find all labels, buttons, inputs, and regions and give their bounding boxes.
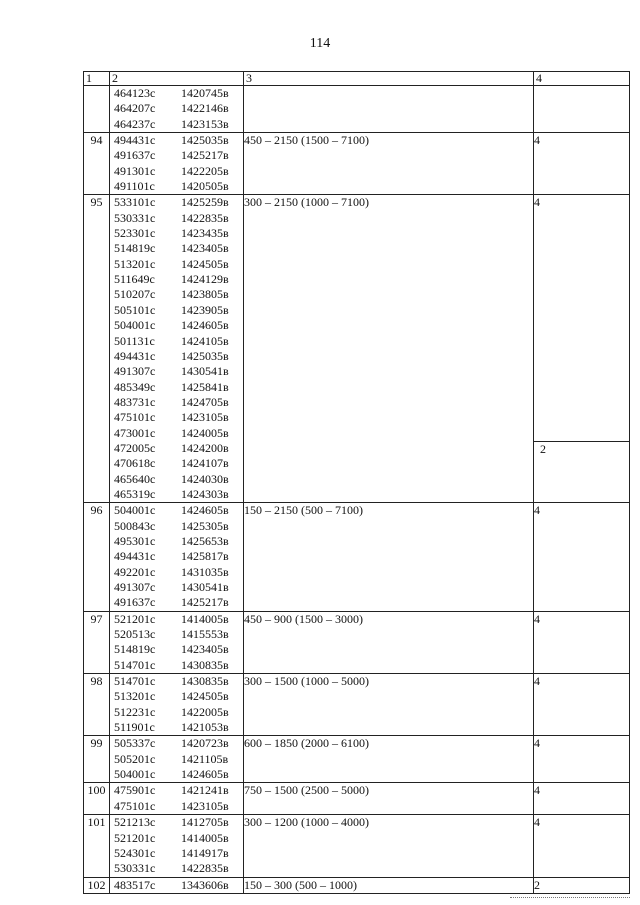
category-cell <box>534 674 630 736</box>
latitude-value: 494431с <box>114 133 156 148</box>
longitude-value: 1425841в <box>181 379 229 394</box>
coordinate-pair <box>110 658 243 673</box>
coordinates-cell <box>110 736 244 783</box>
longitude-value: 1423435в <box>181 226 229 241</box>
table-row <box>84 674 630 736</box>
altitude-range-cell <box>244 611 534 673</box>
row-number <box>84 133 110 195</box>
coordinate-pair <box>110 736 243 751</box>
coordinate-pair <box>110 349 243 364</box>
coordinates-cell <box>110 877 244 893</box>
coordinate-pair <box>110 211 243 226</box>
longitude-value: 1420745в <box>181 86 229 100</box>
longitude-value: 1424705в <box>181 394 229 409</box>
coordinates-cell <box>110 611 244 673</box>
longitude-value: 1425653в <box>181 533 229 548</box>
row-number <box>84 674 110 736</box>
altitude-range-cell <box>244 86 534 133</box>
coordinates-cell <box>110 503 244 611</box>
latitude-value: 491101с <box>114 179 155 194</box>
coordinate-pair <box>110 878 243 893</box>
longitude-value: 1422005в <box>181 704 229 719</box>
coordinate-pair <box>110 720 243 735</box>
latitude-value: 521201с <box>114 611 156 626</box>
header-cell-1: 1 <box>84 72 110 86</box>
longitude-value: 1422835в <box>181 861 229 876</box>
coordinates-cell <box>110 86 244 133</box>
longitude-value: 1425305в <box>181 518 229 533</box>
latitude-value: 470618с <box>114 456 156 471</box>
coordinate-pair <box>110 117 243 132</box>
table-row <box>84 86 630 133</box>
coordinate-pair <box>110 767 243 782</box>
longitude-value: 1424107в <box>181 456 229 471</box>
coordinates-cell <box>110 195 244 503</box>
coordinate-pair <box>110 410 243 425</box>
latitude-value: 491307с <box>114 364 156 379</box>
longitude-value: 1430835в <box>181 657 229 672</box>
table-row <box>84 815 630 877</box>
longitude-value: 1424505в <box>181 689 229 704</box>
longitude-value: 1421053в <box>181 720 229 735</box>
latitude-value: 521213с <box>114 815 156 830</box>
coordinate-pair <box>110 534 243 549</box>
coordinate-pair <box>110 395 243 410</box>
row-number-text: 102 <box>87 877 106 892</box>
longitude-value: 1420505в <box>181 179 229 194</box>
latitude-value: 513201с <box>114 256 156 271</box>
table-row <box>84 877 630 893</box>
coordinate-pair <box>110 133 243 148</box>
altitude-range: 750 – 1500 (2500 – 5000) <box>244 783 369 798</box>
table-row <box>84 736 630 783</box>
longitude-value: 1430541в <box>181 580 229 594</box>
longitude-value: 1424303в <box>181 486 229 501</box>
coordinate-pair <box>110 164 243 179</box>
coordinate-pair <box>110 799 243 814</box>
category-cell <box>534 877 630 893</box>
longitude-value: 1431035в <box>181 564 229 579</box>
table-row <box>84 133 630 195</box>
row-number-text: 94 <box>90 133 103 148</box>
longitude-value: 1423805в <box>181 287 229 302</box>
coordinate-pair <box>110 689 243 704</box>
latitude-value: 514701с <box>114 657 156 672</box>
longitude-value: 1424605в <box>181 318 229 333</box>
coordinate-pair <box>110 503 243 518</box>
altitude-range: 600 – 1850 (2000 – 6100) <box>244 736 369 751</box>
latitude-value: 514819с <box>114 241 156 256</box>
longitude-value: 1425217в <box>181 148 229 163</box>
altitude-range: 150 – 2150 (500 – 7100) <box>244 503 363 518</box>
category-value <box>534 86 629 101</box>
latitude-value: 523301с <box>114 226 156 241</box>
header-cell-2: 2 <box>110 72 244 86</box>
category-cell <box>534 195 630 503</box>
latitude-value: 505101с <box>114 302 156 317</box>
longitude-value: 1424030в <box>181 471 229 486</box>
coordinate-pair <box>110 831 243 846</box>
coordinate-pair <box>110 752 243 767</box>
latitude-value: 491307с <box>114 580 156 594</box>
coordinates-cell <box>110 783 244 815</box>
longitude-value: 1422146в <box>181 101 229 116</box>
category-value: 4 <box>534 195 540 210</box>
row-number <box>84 783 110 815</box>
coordinate-pair <box>110 627 243 642</box>
row-number-text: 95 <box>90 195 103 210</box>
category-value: 4 <box>534 783 540 798</box>
altitude-range-cell <box>244 783 534 815</box>
category-value: 4 <box>534 674 540 689</box>
coordinate-pair <box>110 86 243 101</box>
altitude-range: 450 – 900 (1500 – 3000) <box>244 611 363 626</box>
category-cell <box>534 503 630 611</box>
coordinate-pair <box>110 705 243 720</box>
latitude-value: 475101с <box>114 798 156 813</box>
latitude-value: 475901с <box>114 783 156 798</box>
longitude-value: 1414005в <box>181 830 229 845</box>
latitude-value: 494431с <box>114 549 156 564</box>
coordinate-pair <box>110 674 243 689</box>
longitude-value: 1423105в <box>181 798 229 813</box>
latitude-value: 491637с <box>114 595 156 610</box>
coordinate-pair <box>110 441 243 456</box>
altitude-range: 150 – 300 (500 – 1000) <box>244 877 357 892</box>
category-cell <box>534 611 630 673</box>
latitude-value: 473001с <box>114 425 156 440</box>
altitude-range-cell <box>244 736 534 783</box>
coordinate-pair <box>110 334 243 349</box>
latitude-value: 465640с <box>114 471 156 486</box>
coordinate-pair <box>110 549 243 564</box>
category-value: 4 <box>534 611 540 626</box>
longitude-value: 1424200в <box>181 440 229 455</box>
latitude-value: 520513с <box>114 627 156 642</box>
longitude-value: 1425035в <box>181 133 229 148</box>
category-value: 4 <box>534 736 540 751</box>
latitude-value: 512231с <box>114 704 156 719</box>
coordinate-pair <box>110 101 243 116</box>
coordinate-pair <box>110 815 243 830</box>
altitude-range <box>244 86 533 101</box>
row-number <box>84 815 110 877</box>
altitude-range-cell <box>244 195 534 503</box>
table-body <box>84 72 630 894</box>
latitude-value: 483731с <box>114 394 156 409</box>
longitude-value: 1422835в <box>181 210 229 225</box>
coordinate-pair <box>110 580 243 595</box>
altitude-range-cell <box>244 133 534 195</box>
latitude-value: 465319с <box>114 486 156 501</box>
category-value: 4 <box>534 503 540 518</box>
longitude-value: 1414005в <box>181 611 229 626</box>
coordinate-pair <box>110 783 243 798</box>
latitude-value: 514701с <box>114 674 156 689</box>
latitude-value: 505201с <box>114 751 156 766</box>
latitude-value: 492201с <box>114 564 156 579</box>
row-number-text: 97 <box>90 611 103 626</box>
table-row <box>84 783 630 815</box>
latitude-value: 514819с <box>114 642 156 657</box>
coordinates-cell <box>110 815 244 877</box>
latitude-value: 505337с <box>114 736 156 751</box>
coordinate-pair <box>110 257 243 272</box>
longitude-value: 1421241в <box>181 783 229 798</box>
longitude-value: 1425217в <box>181 595 229 610</box>
longitude-value: 1423905в <box>181 302 229 317</box>
category-cell <box>534 736 630 783</box>
table-row <box>84 611 630 673</box>
longitude-value: 1422205в <box>181 163 229 178</box>
category-value: 4 <box>534 815 540 830</box>
latitude-value: 491637с <box>114 148 156 163</box>
latitude-value: 500843с <box>114 518 156 533</box>
coordinate-pair <box>110 241 243 256</box>
latitude-value: 495301с <box>114 533 156 548</box>
coordinate-pair <box>110 364 243 379</box>
longitude-value: 1425259в <box>181 195 229 210</box>
coordinate-pair <box>110 519 243 534</box>
row-number-text <box>84 86 109 101</box>
coordinate-pair <box>110 380 243 395</box>
coordinate-pair <box>110 456 243 471</box>
altitude-range: 450 – 2150 (1500 – 7100) <box>244 133 369 148</box>
coordinate-pair <box>110 565 243 580</box>
longitude-value: 1415553в <box>181 627 229 642</box>
coordinate-pair <box>110 861 243 876</box>
latitude-value: 504001с <box>114 318 156 333</box>
longitude-value: 1424105в <box>181 333 229 348</box>
longitude-value: 1424005в <box>181 425 229 440</box>
coordinate-pair <box>110 303 243 318</box>
longitude-value: 1425035в <box>181 348 229 363</box>
category-cell <box>534 783 630 815</box>
coordinate-pair <box>110 472 243 487</box>
latitude-value: 533101с <box>114 195 156 210</box>
row-number <box>84 86 110 133</box>
longitude-value: 1420723в <box>181 736 229 751</box>
latitude-value: 513201с <box>114 689 156 704</box>
table-row <box>84 503 630 611</box>
header-cell-3: 3 <box>244 72 534 86</box>
coordinate-pair <box>110 226 243 241</box>
coordinate-pair <box>110 846 243 861</box>
category-split-line <box>534 441 629 442</box>
row-number-text: 101 <box>87 815 106 830</box>
altitude-range-cell <box>244 815 534 877</box>
coordinate-pair <box>110 487 243 502</box>
row-number <box>84 503 110 611</box>
longitude-value: 1424605в <box>181 503 229 518</box>
coordinate-pair <box>110 287 243 302</box>
coordinate-pair <box>110 148 243 163</box>
category-cell <box>534 133 630 195</box>
longitude-value: 1343606в <box>181 877 229 892</box>
row-number-text: 100 <box>87 783 106 798</box>
altitude-range: 300 – 1500 (1000 – 5000) <box>244 674 369 689</box>
coordinate-pair <box>110 318 243 333</box>
latitude-value: 464237с <box>114 116 156 131</box>
row-number <box>84 736 110 783</box>
latitude-value: 530331с <box>114 210 156 225</box>
altitude-range-cell <box>244 503 534 611</box>
latitude-value: 472005с <box>114 440 156 455</box>
coordinate-pair <box>110 642 243 657</box>
latitude-value: 485349с <box>114 379 156 394</box>
category-sub-value: 2 <box>540 442 546 456</box>
longitude-value: 1412705в <box>181 815 229 830</box>
row-number-text: 96 <box>90 503 103 518</box>
coordinate-pair <box>110 612 243 627</box>
coordinate-pair <box>110 179 243 194</box>
latitude-value: 530331с <box>114 861 156 876</box>
header-cell-4: 4 <box>534 72 630 86</box>
coordinate-pair <box>110 595 243 610</box>
longitude-value: 1430835в <box>181 674 229 689</box>
coordinate-pair <box>110 195 243 210</box>
latitude-value: 475101с <box>114 410 156 425</box>
page-number: 114 <box>309 36 331 51</box>
footer-dotted-line <box>510 897 630 898</box>
longitude-value: 1424605в <box>181 767 229 782</box>
longitude-value: 1423405в <box>181 642 229 657</box>
latitude-value: 521201с <box>114 830 156 845</box>
row-number-text: 98 <box>90 674 103 689</box>
latitude-value: 483517с <box>114 877 156 892</box>
altitude-range: 300 – 1200 (1000 – 4000) <box>244 815 369 830</box>
row-number <box>84 611 110 673</box>
category-cell <box>534 86 630 133</box>
longitude-value: 1423153в <box>181 116 229 131</box>
latitude-value: 501131с <box>114 333 155 348</box>
longitude-value: 1414917в <box>181 845 229 860</box>
longitude-value: 1423105в <box>181 410 229 425</box>
coordinate-pair <box>110 272 243 287</box>
table-row <box>84 195 630 503</box>
latitude-value: 494431с <box>114 348 156 363</box>
category-value: 2 <box>534 877 540 892</box>
latitude-value: 464207с <box>114 101 156 116</box>
longitude-value: 1425817в <box>181 549 229 564</box>
coordinate-pair <box>110 426 243 441</box>
altitude-range: 300 – 2150 (1000 – 7100) <box>244 195 369 210</box>
longitude-value: 1424505в <box>181 256 229 271</box>
row-number <box>84 877 110 893</box>
coordinates-cell <box>110 133 244 195</box>
longitude-value: 1423405в <box>181 241 229 256</box>
longitude-value: 1421105в <box>181 751 229 766</box>
row-number-text: 99 <box>90 736 103 751</box>
altitude-range-cell <box>244 674 534 736</box>
latitude-value: 510207с <box>114 287 156 302</box>
latitude-value: 511649с <box>114 272 155 287</box>
longitude-value: 1430541в <box>181 364 229 379</box>
latitude-value: 491301с <box>114 163 156 178</box>
coordinates-cell <box>110 674 244 736</box>
longitude-value: 1424129в <box>181 272 229 287</box>
latitude-value: 511901с <box>114 720 155 735</box>
latitude-value: 504001с <box>114 503 156 518</box>
coordinates-table <box>83 71 630 894</box>
latitude-value: 524301с <box>114 845 156 860</box>
row-number <box>84 195 110 503</box>
latitude-value: 504001с <box>114 767 156 782</box>
header-row <box>84 72 630 86</box>
category-value: 4 <box>534 133 540 148</box>
category-cell <box>534 815 630 877</box>
altitude-range-cell <box>244 877 534 893</box>
latitude-value: 464123с <box>114 86 156 100</box>
